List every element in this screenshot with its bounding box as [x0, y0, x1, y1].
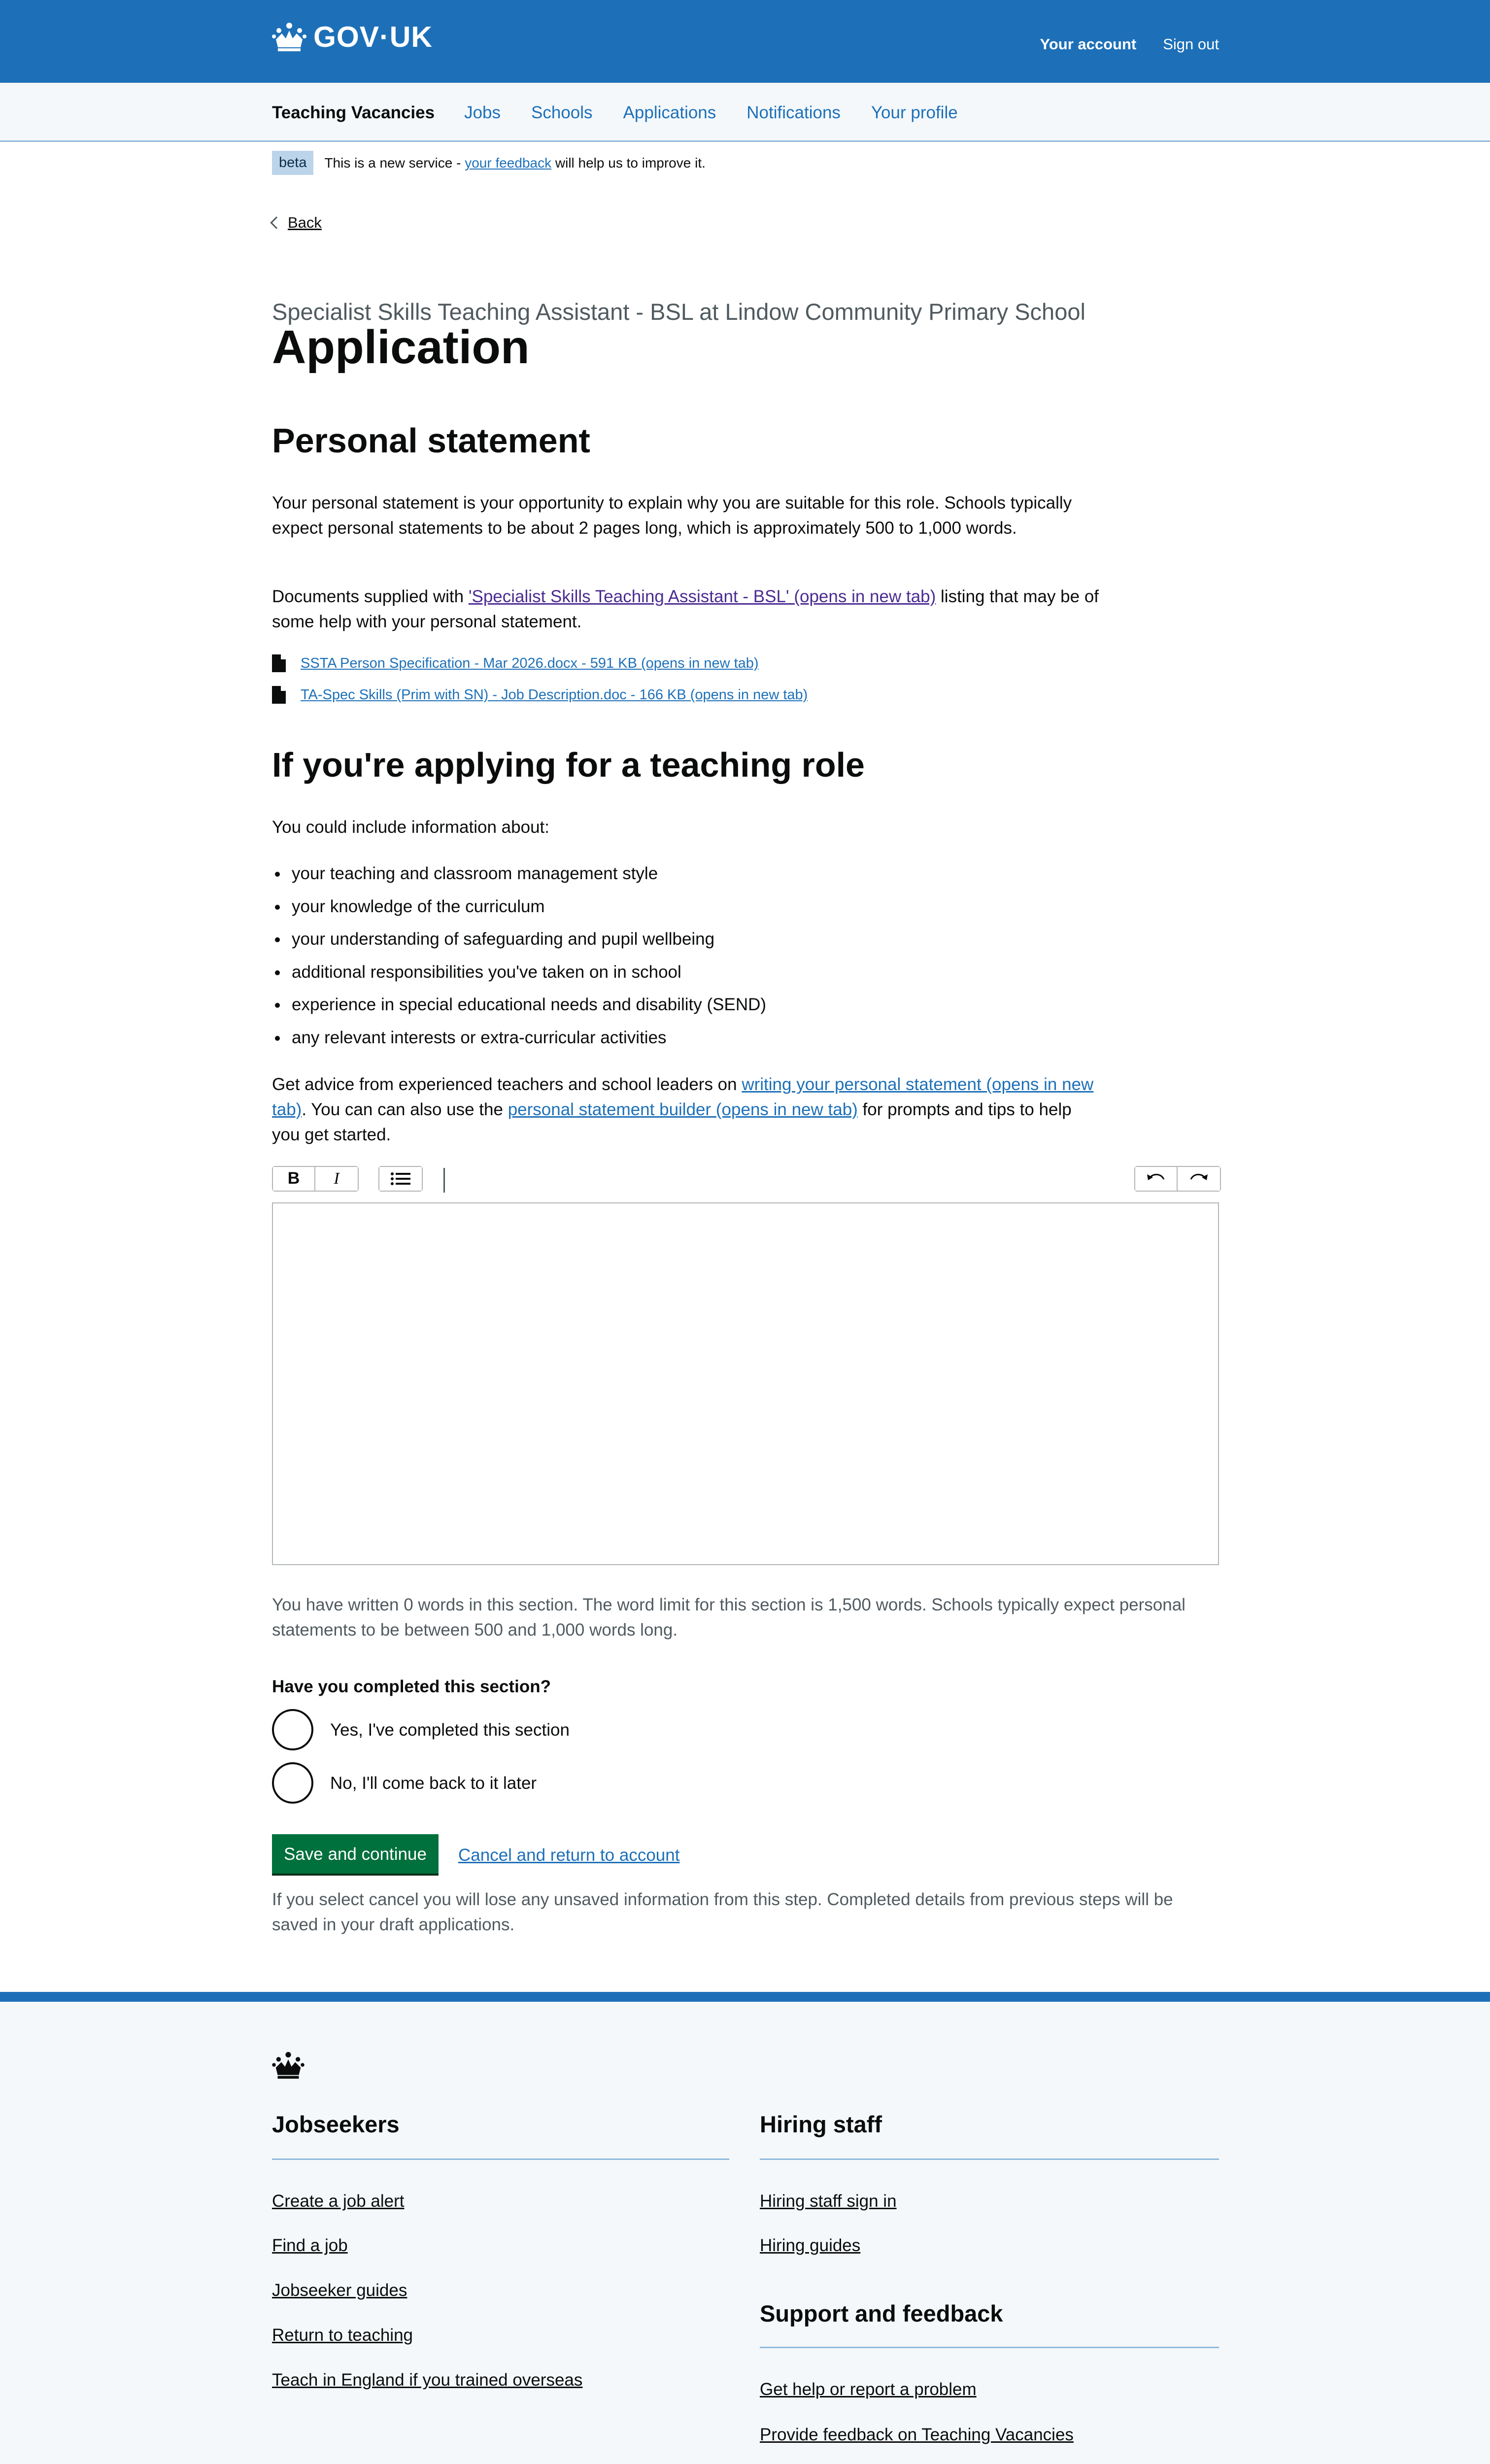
advice-text-middle: . You can can also use the	[302, 1099, 508, 1119]
govuk-logo-text: GOV·UK	[313, 20, 433, 53]
documents-paragraph	[272, 584, 1100, 635]
divider	[760, 2347, 1219, 2348]
create-job-alert-link[interactable]: Create a job alert	[272, 2191, 405, 2211]
undo-button[interactable]	[1135, 1167, 1178, 1191]
hiring-staff-heading: Hiring staff	[760, 2111, 882, 2137]
site-header	[0, 0, 1490, 83]
nav-your-profile[interactable]: Your profile	[871, 103, 958, 122]
crown-icon	[272, 2051, 305, 2080]
hiring-staff-sign-in-link[interactable]: Hiring staff sign in	[760, 2191, 897, 2211]
service-name[interactable]: Teaching Vacancies	[272, 103, 435, 122]
sign-out-link[interactable]: Sign out	[1163, 35, 1219, 53]
radio-button[interactable]	[272, 1709, 313, 1750]
bullet-list-icon	[391, 1172, 410, 1186]
personal-statement-builder-link[interactable]: personal statement builder (opens in new tab)	[508, 1099, 858, 1119]
bullet-list-button[interactable]	[379, 1167, 422, 1191]
person-specification-link[interactable]: SSTA Person Specification - Mar 2026.docx - 591 KB (opens in new tab)	[301, 655, 759, 671]
toolbar-separator	[443, 1168, 445, 1193]
documents-text-after: listing that may be of some help with your personal statement.	[272, 587, 1099, 631]
documents-text-before: Documents supplied with	[272, 587, 469, 606]
writing-personal-statement-link[interactable]: writing your personal statement (opens in new tab)	[272, 1075, 1094, 1119]
teaching-role-heading: If you're applying for a teaching role	[272, 746, 865, 784]
redo-button[interactable]	[1178, 1167, 1220, 1191]
site-footer	[0, 1992, 1490, 2464]
advice-paragraph	[272, 1072, 1100, 1147]
nav-jobs[interactable]: Jobs	[464, 103, 501, 122]
page-caption: Specialist Skills Teaching Assistant - BSL at Lindow Community Primary School	[272, 299, 1085, 325]
crown-icon	[272, 22, 306, 52]
save-and-continue-button[interactable]: Save and continue	[272, 1834, 439, 1874]
your-account-link[interactable]: Your account	[1040, 35, 1137, 53]
advice-text-before: Get advice from experienced teachers and school leaders on	[272, 1075, 742, 1094]
editor-toolbar	[272, 1166, 1219, 1194]
feedback-link[interactable]: your feedback	[465, 155, 552, 171]
radio-no-label[interactable]: No, I'll come back to it later	[330, 1773, 537, 1793]
list-item: your understanding of safeguarding and pupil wellbeing	[272, 923, 766, 956]
job-listing-link[interactable]: 'Specialist Skills Teaching Assistant - BSL' (opens in new tab)	[468, 587, 936, 606]
radio-completed-yes[interactable]	[272, 1709, 570, 1750]
list-group	[378, 1166, 423, 1192]
radio-yes-label[interactable]: Yes, I've completed this section	[330, 1720, 570, 1740]
completed-legend: Have you completed this section?	[272, 1677, 551, 1696]
list-item: any relevant interests or extra-curricular activities	[272, 1022, 766, 1055]
document-icon	[272, 686, 286, 704]
jobseekers-heading: Jobseekers	[272, 2111, 400, 2137]
divider	[760, 2158, 1219, 2160]
find-job-link[interactable]: Find a job	[272, 2236, 348, 2255]
chevron-left-icon	[270, 216, 282, 229]
phase-text-before: This is a new service -	[324, 155, 465, 171]
support-heading: Support and feedback	[760, 2300, 1003, 2327]
job-description-link[interactable]: TA-Spec Skills (Prim with SN) - Job Description.doc - 166 KB (opens in new tab)	[301, 687, 808, 703]
list-item: experience in special educational needs and disability (SEND)	[272, 989, 766, 1022]
suggestions-list	[272, 857, 766, 1054]
service-navigation	[0, 83, 1490, 142]
redo-icon	[1189, 1172, 1209, 1185]
list-item: your knowledge of the curriculum	[272, 890, 766, 924]
italic-button[interactable]: I	[315, 1167, 358, 1191]
page-title: Application	[272, 321, 530, 374]
jobseeker-guides-link[interactable]: Jobseeker guides	[272, 2281, 407, 2300]
format-group	[272, 1166, 359, 1192]
radio-button[interactable]	[272, 1762, 313, 1804]
history-group	[1134, 1166, 1221, 1192]
document-item	[272, 653, 759, 674]
hiring-guides-link[interactable]: Hiring guides	[760, 2236, 861, 2255]
header-links	[1040, 34, 1219, 55]
divider	[272, 2158, 729, 2160]
document-item	[272, 685, 808, 705]
return-to-teaching-link[interactable]: Return to teaching	[272, 2326, 413, 2345]
undo-icon	[1146, 1172, 1166, 1185]
nav-notifications[interactable]: Notifications	[746, 103, 841, 122]
back-link[interactable]	[272, 212, 322, 233]
radio-completed-no[interactable]	[272, 1762, 537, 1804]
back-link-label: Back	[288, 214, 322, 231]
personal-statement-editor[interactable]	[272, 1202, 1219, 1565]
beta-tag: beta	[272, 151, 313, 175]
nav-schools[interactable]: Schools	[531, 103, 593, 122]
phase-banner	[0, 142, 1490, 184]
bold-button[interactable]: B	[273, 1167, 315, 1191]
provide-feedback-link[interactable]: Provide feedback on Teaching Vacancies	[760, 2425, 1074, 2444]
nav-applications[interactable]: Applications	[623, 103, 716, 122]
phase-text-after: will help us to improve it.	[551, 155, 706, 171]
intro-paragraph: Your personal statement is your opportunity to explain why you are suitable for this role. Schools typically expect personal statements to be about 2 pages long, which is approximately 500 to 1,000 words.	[272, 493, 1072, 538]
list-item: your teaching and classroom management style	[272, 857, 766, 890]
cancel-link[interactable]: Cancel and return to account	[458, 1846, 680, 1865]
teach-in-england-link[interactable]: Teach in England if you trained overseas	[272, 2370, 583, 2390]
govuk-logo[interactable]	[272, 22, 433, 52]
section-title: Personal statement	[272, 421, 590, 460]
get-help-link[interactable]: Get help or report a problem	[760, 2380, 977, 2399]
word-count-hint: You have written 0 words in this section. The word limit for this section is 1,500 words. Schools typically expect personal statements to be between 500 and 1,000 words long.	[272, 1595, 1185, 1640]
advice-text-after: for prompts and tips to help you get started.	[272, 1099, 1072, 1144]
could-include-text: You could include information about:	[272, 818, 549, 837]
document-icon	[272, 654, 286, 672]
list-item: additional responsibilities you've taken on in school	[272, 956, 766, 989]
cancel-hint: If you select cancel you will lose any unsaved information from this step. Completed details from previous steps will be saved in your draft applications.	[272, 1890, 1173, 1934]
